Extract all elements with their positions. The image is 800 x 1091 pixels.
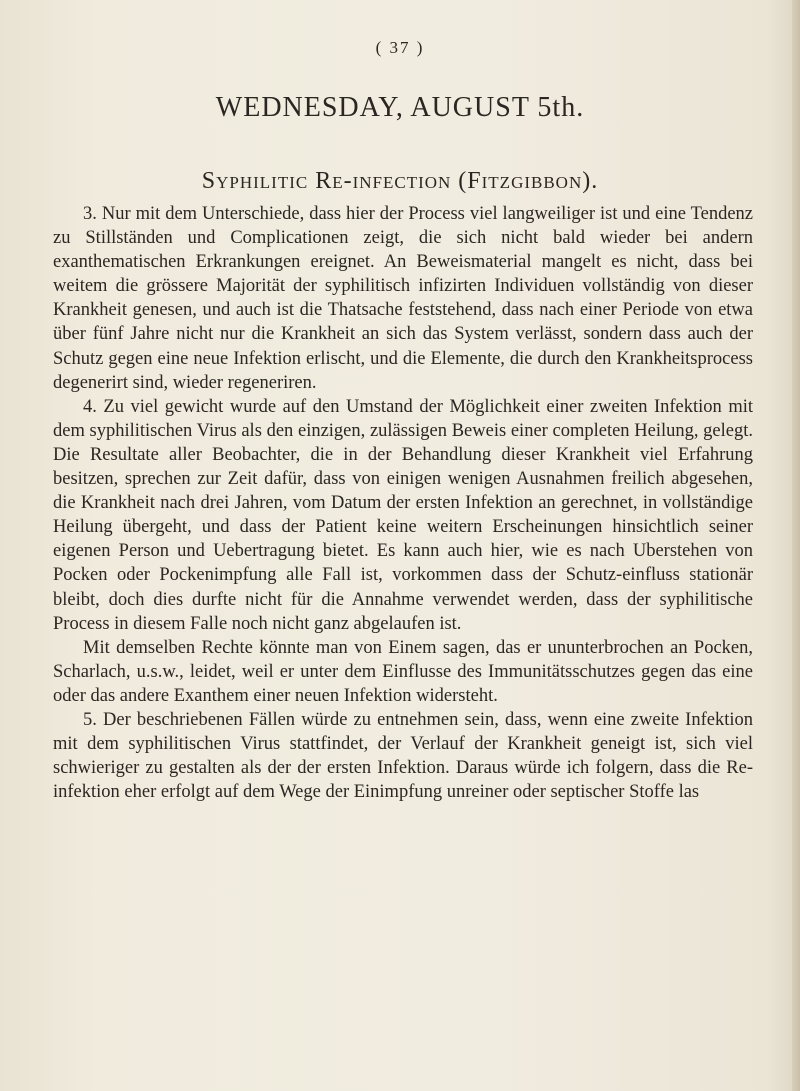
body-text [53, 202, 753, 804]
page-number: ( 37 ) [375, 38, 425, 57]
date-heading: WEDNESDAY, AUGUST 5th. [215, 92, 585, 123]
paragraph-4: 4. Zu viel gewicht wurde auf den Umstand der Möglichkeit einer zweiten Infektion mit dem syphilitischen Virus als den einzigen, zulässigen Beweis einer completen Heilung, gelegt. Die Resultate aller Beobachter, die in der Behandlung dieser Krankheit viel Erfahrung besitzen, sprechen zur Zeit dafür, dass von einigen wenigen Ausnahmen freilich abgesehen, die Krankheit nach drei Jahren, vom Datum der ersten Infektion an gerechnet, in vollständige Heilung übergeht, und dass der Patient keine weitern Erscheinungen hinsichtlich seiner eigenen Person und Uebertragung bietet. Es kann auch hier, wie es nach Uberstehen von Pocken oder Pockenimpfung alle Fall ist, vorkommen dass der Schutz-einfluss stationär bleibt, doch dies durfte nicht für die Annahme verwendet werden, dass der syphilitische Process in diesem Falle noch nicht ganz abgelaufen ist. [53, 396, 753, 634]
page-edge [792, 0, 800, 1091]
section-title: Syphilitic Re-infection (Fitzgibbon). [201, 168, 599, 194]
paragraph-4-continuation: Mit demselben Rechte könnte man von Einem sagen, das er ununterbrochen an Pocken, Scharlach, u.s.w., leidet, weil er unter dem Einflusse des Immunitätsschutzes gegen das eine oder das andere Exanthem einer neuen Infektion widersteht. [53, 637, 753, 706]
paragraph-5: 5. Der beschriebenen Fällen würde zu entnehmen sein, dass, wenn eine zweite Infektion mit dem syphilitischen Virus stattfindet, der Verlauf der Krankheit geneigt ist, sich viel schwieriger zu gestalten als der der ersten Infektion. Daraus würde ich folgern, dass die Re-infektion eher erfolgt auf dem Wege der Einimpfung unreiner oder septischer Stoffe las [53, 709, 753, 803]
paragraph-3: 3. Nur mit dem Unterschiede, dass hier der Process viel langweiliger ist und eine Tendenz zu Stillständen und Complicationen zeigt, die sich nicht bald wieder bei andern exanthematischen Erkrankungen ereignet. An Beweismaterial mangelt es nicht, dass bei weitem die grössere Majorität der syphilitisch infizirten Individuen vollständig von dieser Krankheit genesen, und auch ist die Thatsache feststehend, dass nach einer Periode von etwa über fünf Jahre nicht nur die Krankheit an sich das System verlässt, sondern dass auch der Schutz gegen eine neue Infektion erlischt, und die Elemente, die durch den Krankheitsprocess degenerirt sind, wieder regeneriren. [53, 204, 753, 393]
